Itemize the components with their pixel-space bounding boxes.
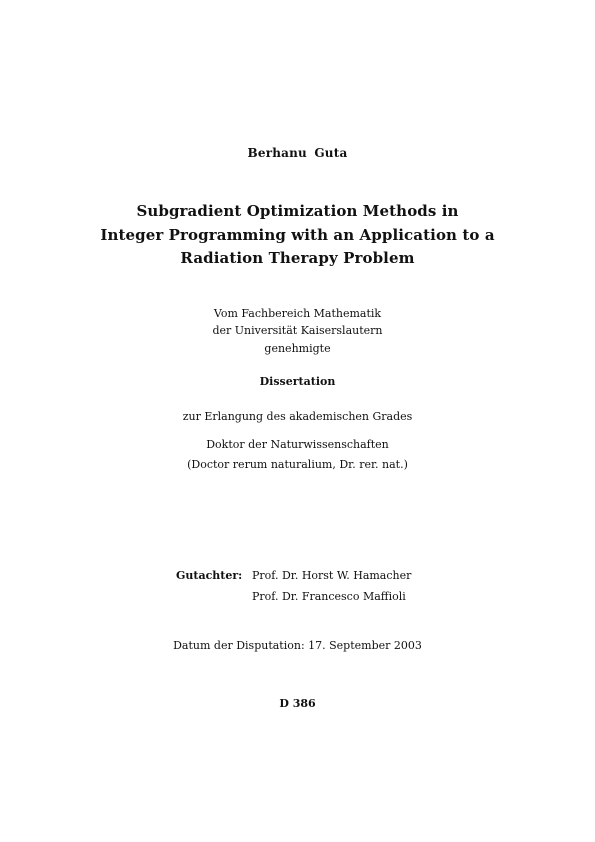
document-type: Dissertation	[259, 375, 336, 388]
title-line-3: Radiation Therapy Problem	[180, 249, 415, 267]
approval-line-2: der Universität Kaiserslautern	[212, 324, 383, 337]
title-line-1: Subgradient Optimization Methods in	[136, 202, 459, 220]
disputation-date: Datum der Disputation: 17. September 2003	[173, 639, 422, 652]
approval-line-1: Vom Fachbereich Mathematik	[213, 307, 382, 320]
referee-name: Prof. Dr. Francesco Maffioli	[252, 590, 406, 603]
referees-label: Gutachter:	[176, 569, 243, 582]
title-line-2: Integer Programming with an Application to a	[100, 226, 495, 244]
university-code: D 386	[279, 697, 316, 710]
referees-list	[252, 570, 411, 612]
author-name: Berhanu Guta	[247, 146, 348, 160]
degree-purpose: zur Erlangung des akademischen Grades	[182, 410, 413, 423]
approval-line-3: genehmigte	[264, 342, 331, 355]
referee-name: Prof. Dr. Horst W. Hamacher	[252, 569, 412, 582]
degree-name: Doktor der Naturwissenschaften	[206, 438, 389, 451]
degree-latin-name: (Doctor rerum naturalium, Dr. rer. nat.)	[187, 458, 408, 471]
